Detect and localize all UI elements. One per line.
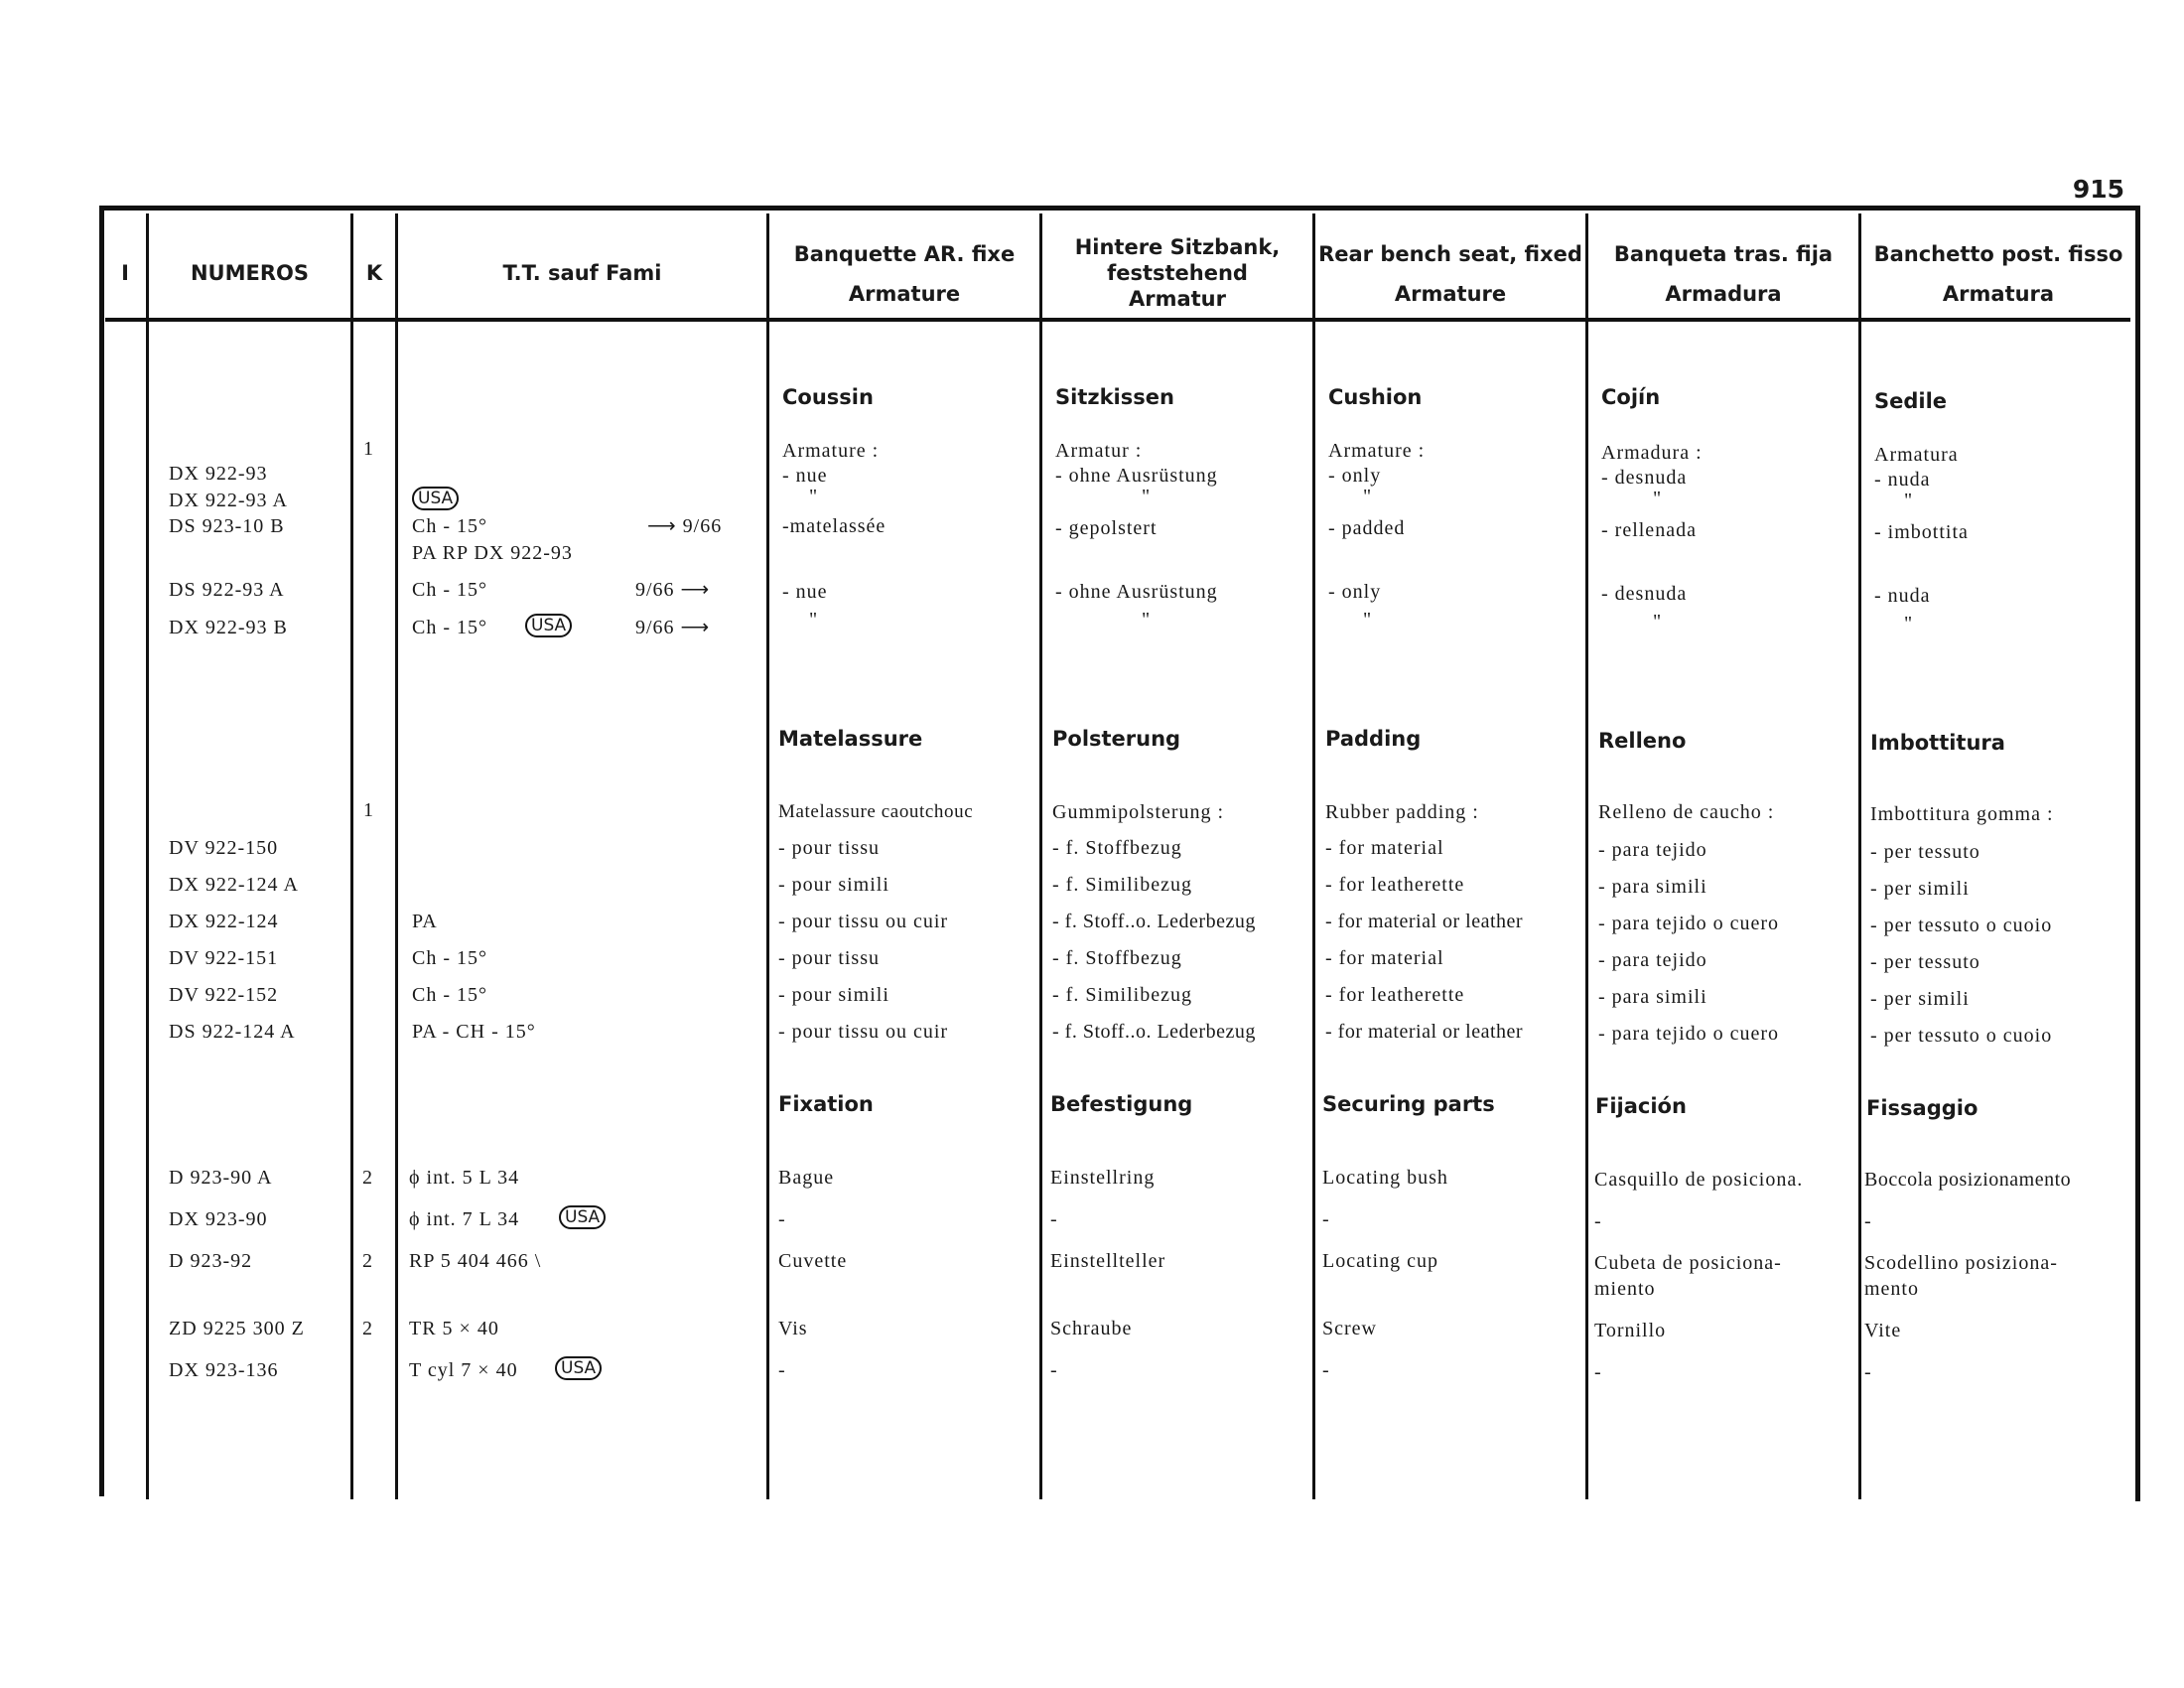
desc-es: - desnuda	[1601, 467, 1688, 489]
header-lang-en: Rear bench seat, fixed Armature	[1318, 242, 1582, 306]
header-col-numeros: NUMEROS	[190, 261, 310, 285]
section-title-es: Cojín	[1601, 385, 1661, 409]
desc-de: Armatur :	[1055, 440, 1143, 462]
desc-it: - per simili	[1870, 988, 1970, 1010]
desc-es: - para tejido	[1598, 839, 1707, 861]
desc-de: -	[1050, 1208, 1058, 1230]
part-number: ZD 9225 300 Z	[169, 1318, 305, 1339]
col-divider-de	[1312, 213, 1315, 1499]
part-number: DV 922-150	[169, 837, 279, 859]
section-title-it: Imbottitura	[1870, 731, 2005, 755]
desc-de: - f. Similibezug	[1052, 874, 1192, 896]
header-bottom-rule	[105, 318, 2130, 322]
section-title-en: Padding	[1325, 727, 1422, 751]
desc-fr: - nue	[782, 465, 828, 487]
desc-it: -	[1864, 1361, 1872, 1383]
page-number: 915	[2072, 175, 2124, 204]
padding-header-en: Rubber padding :	[1325, 801, 1479, 823]
desc-es: - para tejido o cuero	[1598, 913, 1780, 934]
desc-fr: - pour tissu	[778, 947, 880, 969]
col-divider-numeros	[350, 213, 353, 1499]
desc-es: - para simili	[1598, 986, 1707, 1008]
part-number: DS 922-93 A	[169, 579, 285, 601]
ditto-mark: "	[1904, 490, 1914, 511]
k-value: 1	[363, 799, 374, 821]
desc-es-continued: miento	[1594, 1278, 1656, 1300]
desc-es: - para tejido	[1598, 949, 1707, 971]
desc-de: "	[1142, 609, 1152, 631]
tt-value: Ch - 15°	[412, 515, 487, 537]
right-border	[2135, 206, 2140, 1501]
desc-en: Locating cup	[1322, 1250, 1438, 1272]
ditto-mark: "	[1363, 486, 1373, 507]
desc-de: Einstellteller	[1050, 1250, 1166, 1272]
desc-en: - only	[1328, 465, 1382, 487]
desc-it: "	[1904, 613, 1914, 634]
tt-value: PA RP DX 922-93	[412, 542, 573, 564]
desc-fr: - pour tissu ou cuir	[778, 1021, 949, 1043]
tt-value: T cyl 7 × 40	[409, 1359, 518, 1381]
desc-fr: Vis	[778, 1318, 808, 1339]
desc-es: Tornillo	[1594, 1320, 1667, 1341]
part-number: DX 922-93 B	[169, 617, 288, 638]
part-number: DS 923-10 B	[169, 515, 285, 537]
desc-fr: Armature :	[782, 440, 880, 462]
desc-de: - f. Stoff..o. Lederbezug	[1052, 911, 1256, 932]
part-number: DV 922-152	[169, 984, 279, 1006]
section-title-es: Relleno	[1598, 729, 1687, 753]
tt-value: Ch - 15°	[412, 579, 487, 601]
desc-es: Armadura :	[1601, 442, 1703, 464]
left-border	[99, 206, 104, 1496]
desc-it: Boccola posizionamento	[1864, 1169, 2072, 1191]
tt-date: 9/66 ⟶	[635, 617, 711, 638]
desc-it: - nuda	[1874, 585, 1931, 607]
k-value: 2	[362, 1318, 373, 1339]
desc-en: - for material	[1325, 837, 1444, 859]
header-lang-es: Banqueta tras. fija Armadura	[1613, 242, 1834, 306]
desc-es: - para simili	[1598, 876, 1707, 898]
desc-en: Locating bush	[1322, 1167, 1448, 1189]
desc-en: - only	[1328, 581, 1382, 603]
part-number: D 923-92	[169, 1250, 253, 1272]
tt-value: Ch - 15°	[412, 947, 487, 969]
desc-en: -	[1322, 1359, 1330, 1381]
desc-it: - nuda	[1874, 469, 1931, 491]
ditto-mark: "	[809, 486, 819, 507]
desc-de: - gepolstert	[1055, 517, 1158, 539]
ditto-mark: "	[1653, 488, 1663, 509]
section-title-de: Sitzkissen	[1055, 385, 1174, 409]
header-lang-it: Banchetto post. fisso Armatura	[1873, 242, 2123, 306]
desc-es: - desnuda	[1601, 583, 1688, 605]
part-number: DX 923-136	[169, 1359, 279, 1381]
usa-badge: USA	[409, 487, 462, 510]
desc-it: Armatura	[1874, 444, 1959, 466]
section-title-de: Befestigung	[1050, 1092, 1193, 1116]
desc-it: -	[1864, 1210, 1872, 1232]
tt-value: PA	[412, 911, 438, 932]
desc-it: - per tessuto	[1870, 841, 1980, 863]
desc-fr: - pour simili	[778, 984, 889, 1006]
desc-en: Armature :	[1328, 440, 1426, 462]
col-divider-k	[395, 213, 398, 1499]
desc-de: - f. Stoff..o. Lederbezug	[1052, 1021, 1256, 1043]
padding-header-de: Gummipolsterung :	[1052, 801, 1225, 823]
padding-header-es: Relleno de caucho :	[1598, 801, 1775, 823]
desc-en: - for material	[1325, 947, 1444, 969]
col-divider-es	[1858, 213, 1861, 1499]
padding-header-it: Imbottitura gomma :	[1870, 803, 2054, 825]
part-number: DX 922-124 A	[169, 874, 299, 896]
desc-fr: Bague	[778, 1167, 835, 1189]
tt-value: ϕ int. 7 L 34	[409, 1208, 520, 1230]
section-title-es: Fijación	[1595, 1094, 1687, 1118]
desc-it: - per tessuto o cuoio	[1870, 1025, 2053, 1047]
tt-value: TR 5 × 40	[409, 1318, 499, 1339]
header-lang-fr: Banquette AR. fixe Armature	[793, 242, 1016, 306]
desc-de: Einstellring	[1050, 1167, 1156, 1189]
desc-de: - f. Stoffbezug	[1052, 837, 1182, 859]
header-col-i: I	[121, 261, 129, 285]
section-title-it: Sedile	[1874, 389, 1948, 413]
desc-fr: -matelassée	[782, 515, 887, 537]
desc-it-continued: mento	[1864, 1278, 1919, 1300]
desc-es: Cubeta de posiciona-	[1594, 1252, 1782, 1274]
part-number: DX 922-124	[169, 911, 279, 932]
desc-de: - ohne Ausrüstung	[1055, 465, 1218, 487]
desc-es: -	[1594, 1210, 1602, 1232]
desc-it: - per tessuto	[1870, 951, 1980, 973]
desc-it: Scodellino posiziona-	[1864, 1252, 2058, 1274]
desc-fr: -	[778, 1359, 786, 1381]
desc-de: - f. Similibezug	[1052, 984, 1192, 1006]
desc-it: - imbottita	[1874, 521, 1969, 543]
part-number: DS 922-124 A	[169, 1021, 296, 1043]
k-value: 1	[363, 438, 374, 460]
desc-es: "	[1653, 611, 1663, 633]
desc-en: -	[1322, 1208, 1330, 1230]
desc-en: "	[1363, 609, 1373, 631]
desc-es: - rellenada	[1601, 519, 1697, 541]
top-rule	[99, 206, 2140, 211]
desc-es: -	[1594, 1361, 1602, 1383]
desc-en: - for material or leather	[1325, 911, 1524, 932]
desc-it: - per simili	[1870, 878, 1970, 900]
desc-de: - ohne Ausrüstung	[1055, 581, 1218, 603]
desc-fr: - pour tissu ou cuir	[778, 911, 949, 932]
tt-value: Ch - 15°	[412, 617, 487, 638]
desc-en: - padded	[1328, 517, 1406, 539]
col-divider-i	[146, 213, 149, 1499]
part-number: DX 923-90	[169, 1208, 268, 1230]
col-divider-fr	[1039, 213, 1042, 1499]
section-title-fr: Fixation	[778, 1092, 874, 1116]
header-lang-de: Hintere Sitzbank, feststehend Armatur	[1074, 235, 1281, 311]
header-col-k: K	[365, 261, 383, 285]
tt-value: PA - CH - 15°	[412, 1021, 536, 1043]
part-number: DX 922-93	[169, 463, 268, 485]
desc-it: - per tessuto o cuoio	[1870, 914, 2053, 936]
desc-fr: -	[778, 1208, 786, 1230]
desc-en: - for leatherette	[1325, 874, 1465, 896]
desc-fr: - nue	[782, 581, 828, 603]
section-title-fr: Coussin	[782, 385, 874, 409]
tt-date: ⟶ 9/66	[647, 515, 723, 537]
part-number: D 923-90 A	[169, 1167, 273, 1189]
section-title-fr: Matelassure	[778, 727, 923, 751]
usa-badge: USA	[556, 1205, 609, 1229]
section-title-de: Polsterung	[1052, 727, 1181, 751]
desc-en: Screw	[1322, 1318, 1377, 1339]
tt-value: RP 5 404 466 \	[409, 1250, 542, 1272]
desc-en: - for material or leather	[1325, 1021, 1524, 1043]
desc-es: Casquillo de posiciona.	[1594, 1169, 1804, 1191]
section-title-en: Securing parts	[1322, 1092, 1495, 1116]
desc-de: -	[1050, 1359, 1058, 1381]
desc-en: - for leatherette	[1325, 984, 1465, 1006]
desc-it: Vite	[1864, 1320, 1902, 1341]
tt-value: ϕ int. 5 L 34	[409, 1167, 520, 1189]
desc-de: Schraube	[1050, 1318, 1133, 1339]
tt-value: Ch - 15°	[412, 984, 487, 1006]
usa-badge: USA	[552, 1356, 605, 1380]
ditto-mark: "	[1142, 486, 1152, 507]
k-value: 2	[362, 1250, 373, 1272]
usa-badge: USA	[522, 614, 575, 637]
section-title-en: Cushion	[1328, 385, 1423, 409]
part-number: DV 922-151	[169, 947, 279, 969]
desc-es: - para tejido o cuero	[1598, 1023, 1780, 1045]
desc-de: - f. Stoffbezug	[1052, 947, 1182, 969]
col-divider-tt	[766, 213, 769, 1499]
desc-fr: Cuvette	[778, 1250, 848, 1272]
padding-header-fr: Matelassure caoutchouc	[778, 801, 974, 822]
section-title-it: Fissaggio	[1866, 1096, 1979, 1120]
tt-date: 9/66 ⟶	[635, 579, 711, 601]
desc-fr: "	[809, 609, 819, 631]
part-number: DX 922-93 A	[169, 490, 288, 511]
desc-fr: - pour simili	[778, 874, 889, 896]
desc-fr: - pour tissu	[778, 837, 880, 859]
header-col-tt: T.T. sauf Fami	[502, 261, 662, 285]
k-value: 2	[362, 1167, 373, 1189]
col-divider-en	[1585, 213, 1588, 1499]
